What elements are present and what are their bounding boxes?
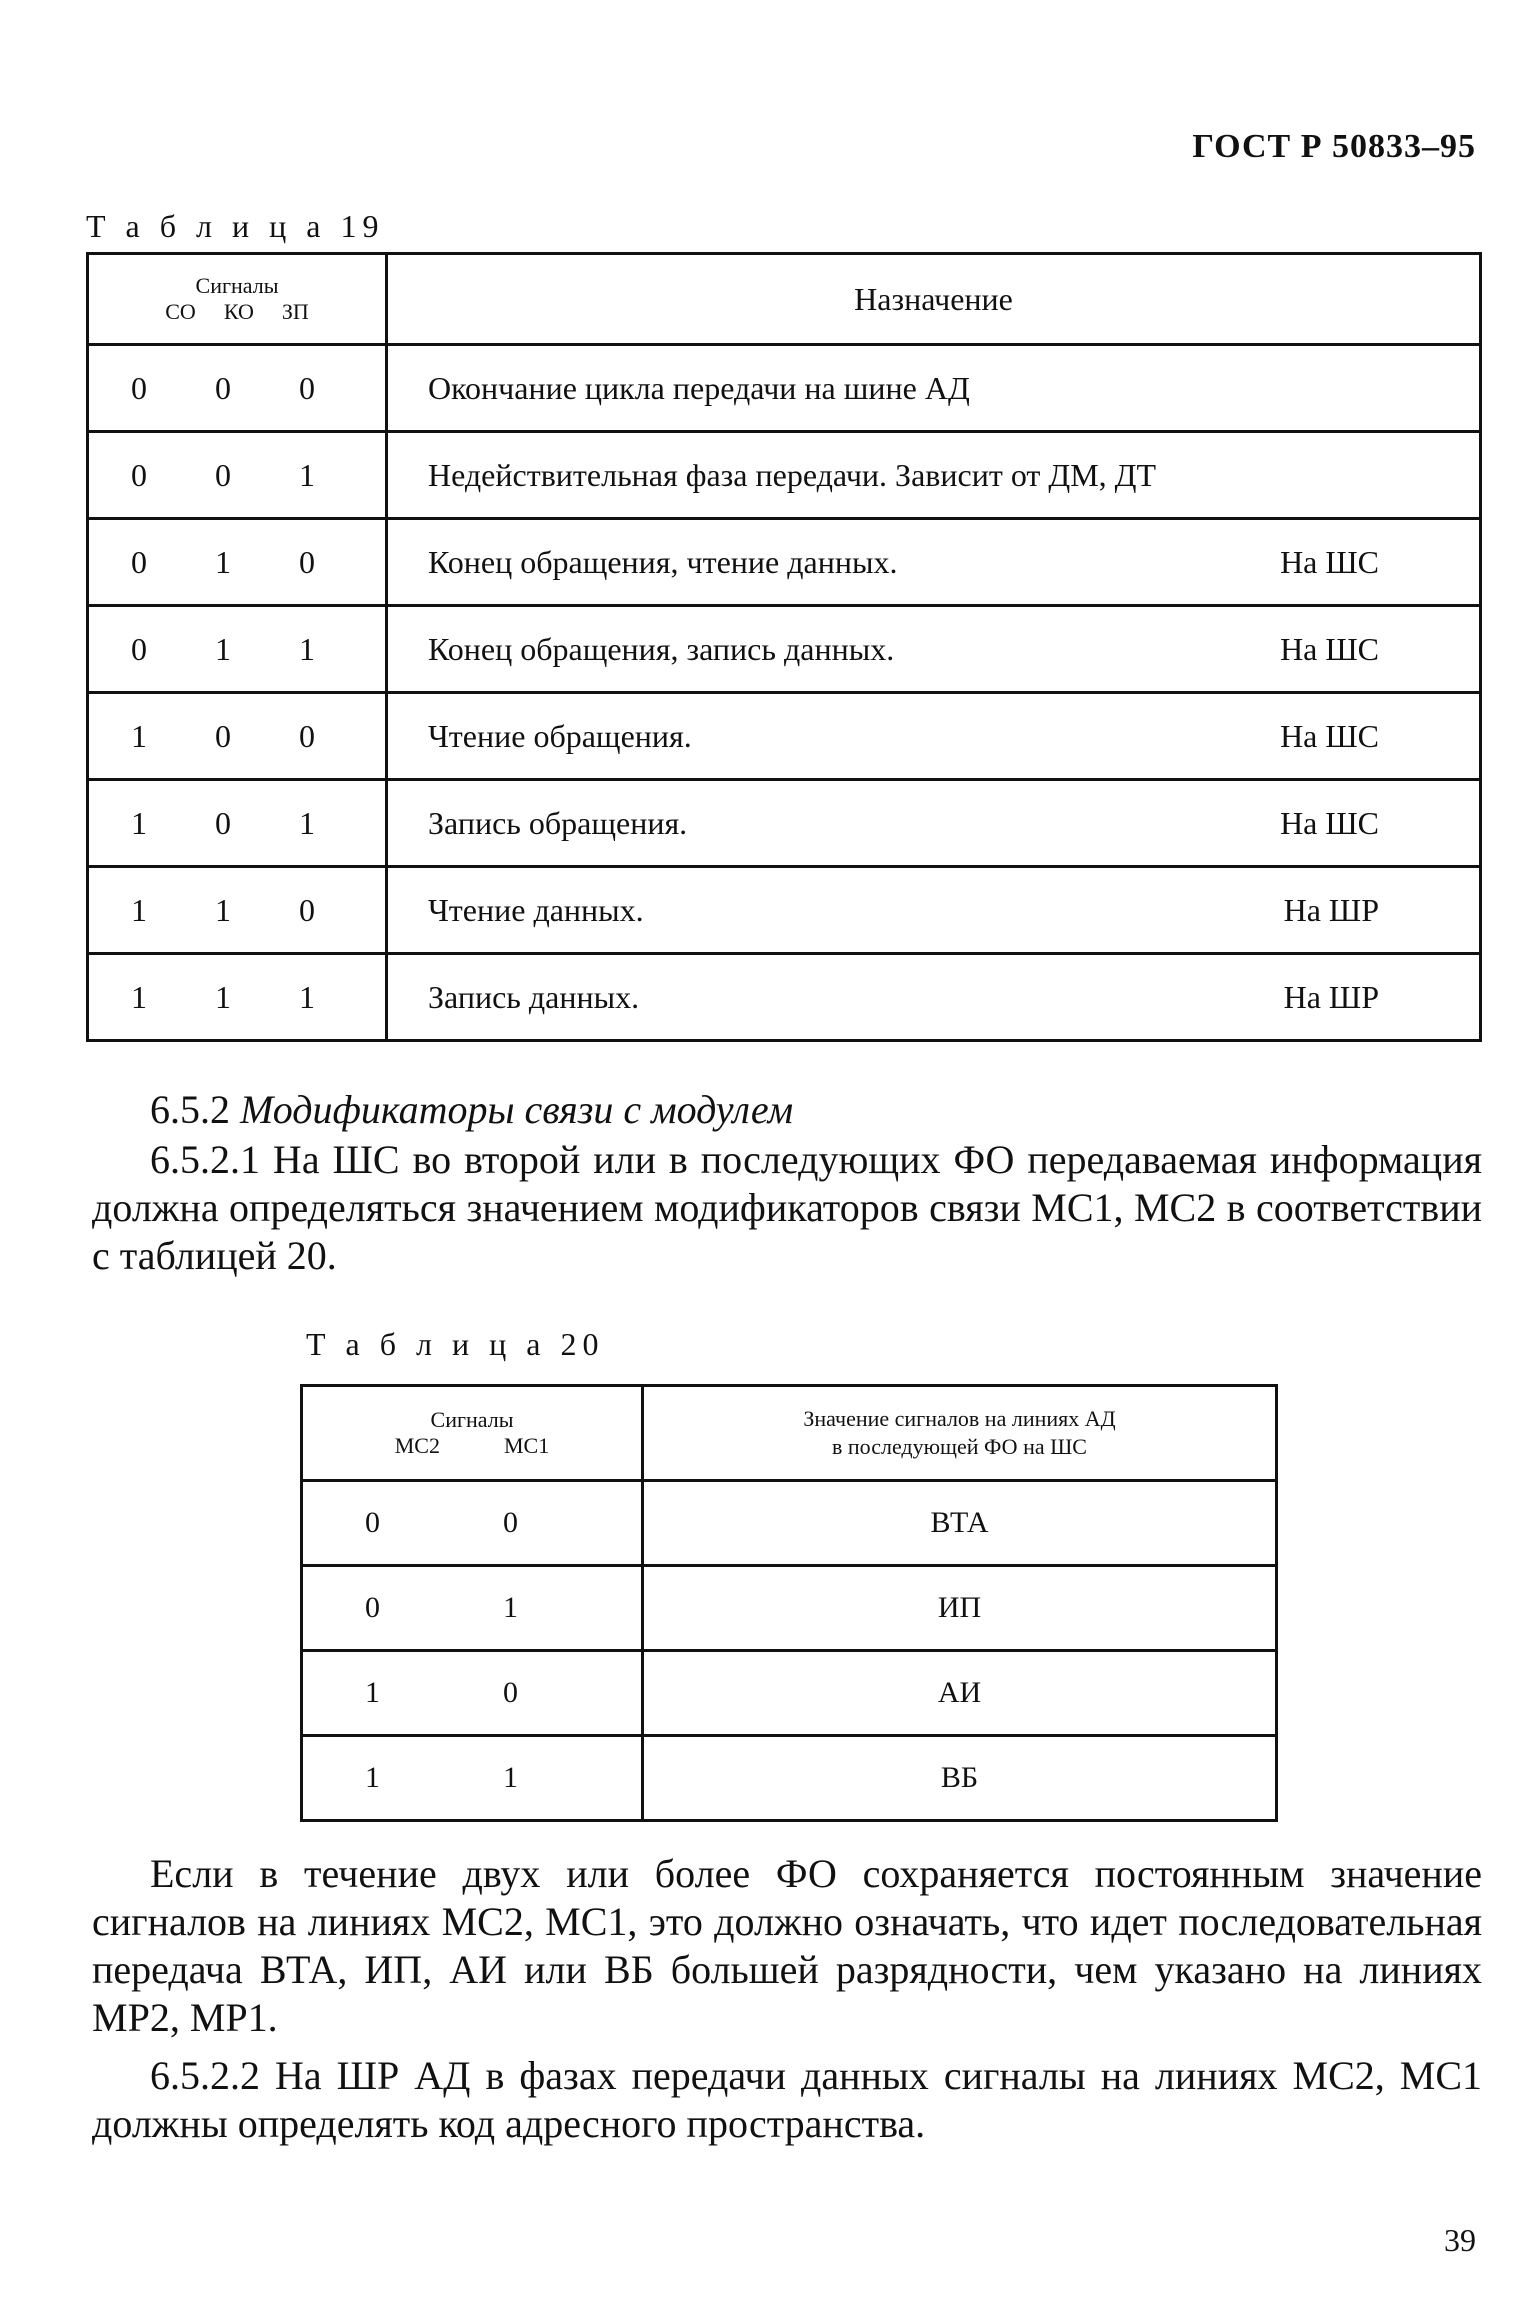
table19-caption: Т а б л и ц а 19 — [86, 208, 385, 244]
section-652-heading — [92, 1086, 1482, 1134]
section-number: 6.5.2 — [150, 1087, 230, 1132]
table-row: 0 0 1 Недействительная фаза передачи. Зависит от ДМ, ДТ — [88, 432, 1481, 519]
col-zp: ЗП — [281, 299, 309, 324]
row-bus: На ШС — [1280, 717, 1379, 754]
table-row: 0 1 1 Конец обращения, запись данных. На ШС — [88, 606, 1481, 693]
col-ko: КО — [223, 299, 254, 324]
table20 — [300, 1384, 1278, 1822]
row-text: Чтение данных. — [428, 891, 644, 928]
row-bus: На ШР — [1283, 891, 1379, 928]
row-value: ВБ — [643, 1736, 1277, 1821]
table20-value-header: Значение сигналов на линиях АД в последующей ФО на ШС — [643, 1386, 1277, 1481]
row-value: ВТА — [643, 1481, 1277, 1566]
table-row: 0 1 0 Конец обращения, чтение данных. На ШС — [88, 519, 1481, 606]
row-bus: На ШС — [1280, 804, 1379, 841]
table-row: 0 1 ИП — [302, 1566, 1277, 1651]
paragraph-6522: 6.5.2.2 На ШР АД в фазах передачи данных сигналы на линиях МС2, МС1 должны определять код адресного пространства. — [92, 2053, 1482, 2146]
col-mc1: МС1 — [504, 1433, 550, 1458]
table20-caption: Т а б л и ц а 20 — [306, 1326, 605, 1362]
table-row: 1 0 0 Чтение обращения. На ШС — [88, 693, 1481, 780]
table19 — [86, 252, 1482, 1042]
row-bus: На ШС — [1280, 630, 1379, 667]
section-title: Модификаторы связи с модулем — [240, 1087, 794, 1132]
table-row: 1 1 0 Чтение данных. На ШР — [88, 867, 1481, 954]
table-row: 1 0 1 Запись обращения. На ШС — [88, 780, 1481, 867]
row-value: АИ — [643, 1651, 1277, 1736]
row-text: Чтение обращения. — [428, 717, 692, 754]
page-number: 39 — [1444, 2222, 1476, 2258]
row-text: Окончание цикла передачи на шине АД — [428, 369, 970, 406]
row-text: Конец обращения, запись данных. — [428, 630, 895, 667]
row-text: Конец обращения, чтение данных. — [428, 543, 898, 580]
table19-signals-header — [88, 254, 387, 345]
row-text: Недействительная фаза передачи. Зависит от ДМ, ДТ — [428, 456, 1157, 493]
table-row: 1 1 ВБ — [302, 1736, 1277, 1821]
row-bus: На ШР — [1283, 978, 1379, 1015]
signals-label: Сигналы — [430, 1407, 514, 1432]
col-co: СО — [165, 299, 196, 324]
paragraph-6521: 6.5.2.1 На ШС во второй или в последующих ФО передаваемая информация должна определяться значением модификаторов связи МС1, МС2 в соответствии с таблицей 20. — [92, 1137, 1482, 1278]
table-row: 1 1 1 Запись данных. На ШР — [88, 954, 1481, 1041]
table20-signals-header — [302, 1386, 643, 1481]
table19-purpose-header: Назначение — [387, 254, 1481, 345]
col-mc2: МС2 — [394, 1433, 440, 1458]
paragraph-after-table20: Если в течение двух или более ФО сохраняется постоянным значение сигналов на линиях МС2, МС1, это должно означать, что идет последовательная передача ВТА, ИП, АИ или ВБ большей разрядности, чем указано на линиях МР2, МР1. — [92, 1851, 1482, 2040]
row-text: Запись обращения. — [428, 804, 688, 841]
row-value: ИП — [643, 1566, 1277, 1651]
table-row: 0 0 ВТА — [302, 1481, 1277, 1566]
signals-label: Сигналы — [195, 273, 279, 298]
document-code: ГОСТ Р 50833–95 — [1192, 128, 1476, 165]
table-row: 1 0 АИ — [302, 1651, 1277, 1736]
row-text: Запись данных. — [428, 978, 640, 1015]
row-bus: На ШС — [1280, 543, 1379, 580]
table-row: 0 0 0 Окончание цикла передачи на шине АД — [88, 345, 1481, 432]
